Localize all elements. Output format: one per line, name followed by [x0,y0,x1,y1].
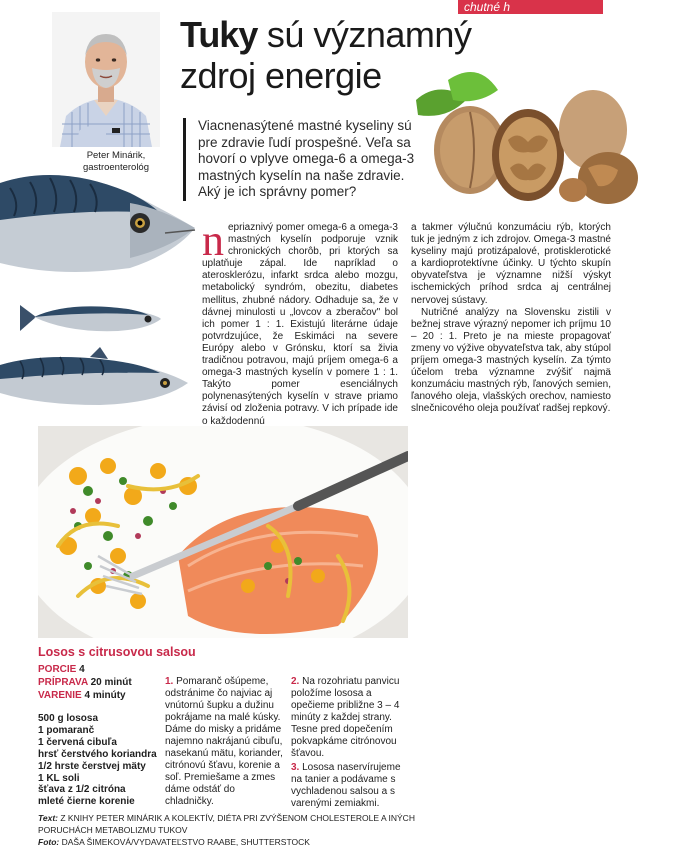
recipe-step-1 [165,676,283,808]
step-text: Na rozohriatu panvicu položíme lososa a opečieme približne 3 – 4 minúty z každej strany. Tesne pred dopečením pokvapkáme citrónovou šťavou. [291,676,400,759]
credits-photo-label: Foto: [38,837,60,847]
author-role: gastroenterológ [82,162,150,173]
recipe-title: Losos s citrusovou salsou [38,645,196,659]
title-line2: zdroj energie [180,55,382,96]
ingredient-item: hrsť čerstvého koriandra [38,748,157,760]
column-2-paragraph-2: Nutričné analýzy na Slovensku zistili v bežnej strave výrazný nepomer ich príjmu 10 – 20 : 1. Preto je na mieste propagovať zmeny vo výžive obyvateľstva tak, aby stúpol príjem omega-3 mastných kyselín. Za týmto účelom treba významne zvýšiť najmä konzumáciu mastných rýb, ľanových semien, ľanového oleja, vlašských orechov, namiesto slnečnicového oleja používať radšej repkový. [411,306,611,415]
recipe-portions: PORCIE 4 [38,664,85,675]
mackerel-small-image [18,297,163,339]
credits-text-label: Text: [38,813,58,823]
ingredient-item: šťava z 1/2 citróna [38,784,126,796]
credits-text: Z KNIHY PETER MINÁRIK A KOLEKTÍV, DIÉTA PRI ZVÝŠENOM CHOLESTEROLE A INÝCH PORUCHÁCH METABOLIZMU TUKOV [38,813,415,835]
step-number: 2. [291,676,300,687]
mackerel-medium-image [0,345,190,415]
ingredient-item: 1 KL soli [38,772,80,784]
article-lead: Viacnenasýtené mastné kyseliny sú pre zdravie ľudí prospešné. Veľa sa hovorí o vplyve omega-6 a omega-3 mastných kyselín na naše zdravie. Aký je ich správny pomer? [183,118,423,201]
author-name: Peter Minárik, [86,150,146,161]
title-bold: Tuky [180,14,258,55]
step-text: Lososa naservírujeme na tanier a podávame s vychladenou salsou a s varenými zemiakmi. [291,762,401,809]
article-column-1 [202,216,398,428]
recipe-prep-time: PRÍPRAVA 20 minút [38,677,132,688]
ingredients-list [38,713,168,808]
section-tag: chutné h [458,0,603,14]
ingredient-item: 1 červená cibuľa [38,736,117,748]
step-number: 1. [165,676,174,687]
ingredient-item: mleté čierne korenie [38,796,135,808]
column-2-paragraph-1: a takmer výlučnú konzumáciu rýb, ktorých tuk je jedným z ich zdrojov. Omega-3 mastné kyseliny majú protizápalové, protisklerotické a kardioprotektívne účinky. U týchto skupín obyvateľstva je významne nižší výskyt ischemických príhod srdca aj centrálnej nervovej sústavy. [411,222,611,306]
author-portrait [52,12,160,147]
mackerel-large-image [0,158,200,288]
ingredient-item: 1/2 hrste čerstvej mäty [38,760,146,772]
ingredient-item: 500 g lososa [38,713,99,724]
step-number: 3. [291,762,300,773]
credits-photo: DAŠA ŠIMEKOVÁ/VYDAVATEĽSTVO RAABE, SHUTTERSTOCK [61,837,310,847]
step-text: Pomaranč ošúpeme, odstránime čo najviac aj vnútornú šupku a dužinu pokrájame na malé kúsky. Dáme do misky a pridáme najemno nakrájanú cibuľu, nasekanú mätu, koriander, citrónovú šťavu, korenie a soľ. Premiešame a zmes dáme odstáť do chladničky. [165,676,283,807]
recipe-step-2-3 [291,676,401,810]
credits [38,812,438,848]
column-1-text: epriaznivý pomer omega-6 a omega-3 mastných kyselín podporuje vznik chronických chorôb, pri ktorých sa uplatňuje zápal. Ide napríklad o aterosklerózu, infarkt srdca alebo mozgu, metabolický syndróm, obezitu, diabetes mellitus, zhubné nádory. Odhaduje sa, že v dávnej minulosti u „lovcov a zberačov" bol ich pomer 1 : 1. Existujú literárne údaje potvrdzujúce, že Eskimáci na severe Európy alebo v Grónsku, ktorí sa živia tradičnou potravou, majú príjem omega-6 a omega-3 mastných kyselín v pomere 1 : 1. Takýto pomer esenciálnych polynenasýtených kyselín v strave priamo závisí od zloženia potravy. V ich prípade ide o každodennú [202,222,398,427]
salmon-dish-image [38,426,408,638]
drop-cap: n [202,216,224,265]
walnuts-image [408,60,653,210]
ingredient-item: 1 pomaranč [38,724,95,736]
recipe-cook-time: VARENIE 4 minúty [38,690,126,701]
article-column-2 [411,222,611,416]
title-rest: sú významný [257,14,472,55]
